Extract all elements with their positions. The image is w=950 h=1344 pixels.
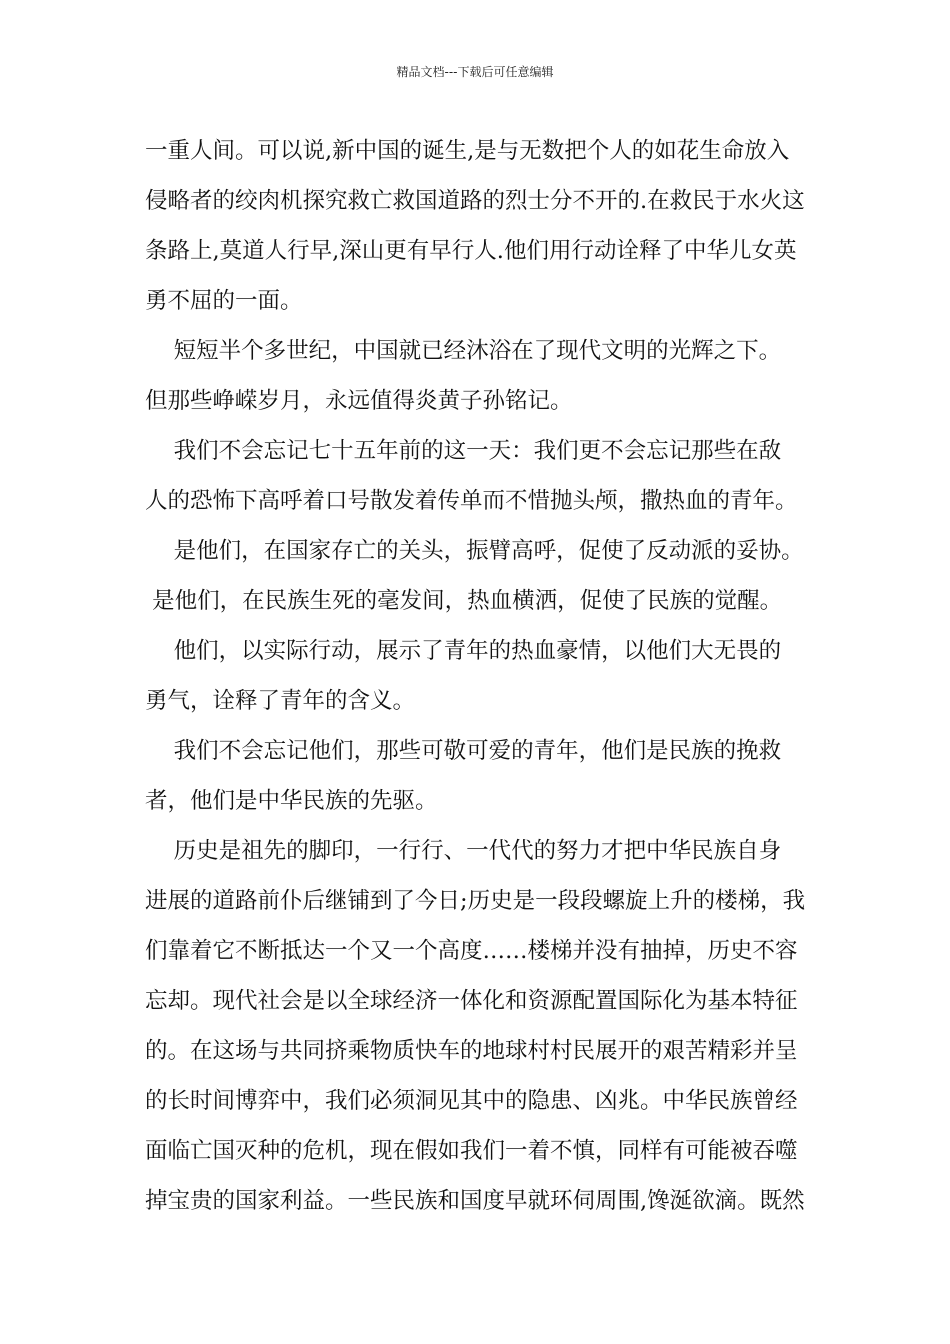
text-line: 者，他们是中华民族的先驱。 — [145, 788, 438, 814]
text-line: 忘却。现代社会是以全球经济一体化和资源配置国际化为基本特征 — [145, 988, 798, 1014]
text-line: 但那些峥嵘岁月，永远值得炎黄子孙铭记。 — [145, 388, 573, 414]
text-line: 勇不屈的一面。 — [145, 288, 303, 314]
text-line: 我们不会忘记七十五年前的这一天：我们更不会忘记那些在敌 — [145, 438, 782, 464]
text-line: 一重人间。可以说,新中国的诞生,是与无数把个人的如花生命放入 — [145, 138, 790, 164]
text-line: 我们不会忘记他们，那些可敬可爱的青年，他们是民族的挽救 — [145, 738, 782, 764]
text-line: 的。在这场与共同挤乘物质快车的地球村村民展开的艰苦精彩并呈 — [145, 1038, 798, 1064]
text-line: 人的恐怖下高呼着口号散发着传单而不惜抛头颅，撒热血的青年。 — [145, 488, 798, 514]
text-line: 勇气，诠释了青年的含义。 — [145, 688, 416, 714]
text-line: 历史是祖先的脚印，一行行、一代代的努力才把中华民族自身 — [145, 838, 782, 864]
text-line: 们靠着它不断抵达一个又一个高度……楼梯并没有抽掉，历史不容 — [145, 938, 798, 964]
page-header: 精品文档---下载后可任意编辑 — [396, 65, 554, 79]
text-line: 是他们，在国家存亡的关头，振臂高呼，促使了反动派的妥协。 — [145, 538, 804, 564]
text-line: 侵略者的绞肉机探究救亡救国道路的烈士分不开的.在救民于水火这 — [145, 188, 805, 214]
text-line: 他们，以实际行动，展示了青年的热血豪情，以他们大无畏的 — [145, 638, 782, 664]
text-line: 面临亡国灭种的危机，现在假如我们一着不慎，同样有可能被吞噬 — [145, 1138, 798, 1164]
text-line: 掉宝贵的国家利益。一些民族和国度早就环伺周围,馋涎欲滴。既然 — [145, 1188, 805, 1214]
text-line: 条路上,莫道人行早,深山更有早行人.他们用行动诠释了中华儿女英 — [145, 238, 797, 264]
text-line: 进展的道路前仆后继铺到了今日;历史是一段段螺旋上升的楼梯，我 — [145, 888, 806, 914]
text-line: 短短半个多世纪，中国就已经沐浴在了现代文明的光辉之下。 — [145, 338, 782, 364]
text-line: 的长时间博弈中，我们必须洞见其中的隐患、凶兆。中华民族曾经 — [145, 1088, 798, 1114]
text-line: 是他们，在民族生死的毫发间，热血横洒，促使了民族的觉醒。 — [145, 588, 783, 614]
